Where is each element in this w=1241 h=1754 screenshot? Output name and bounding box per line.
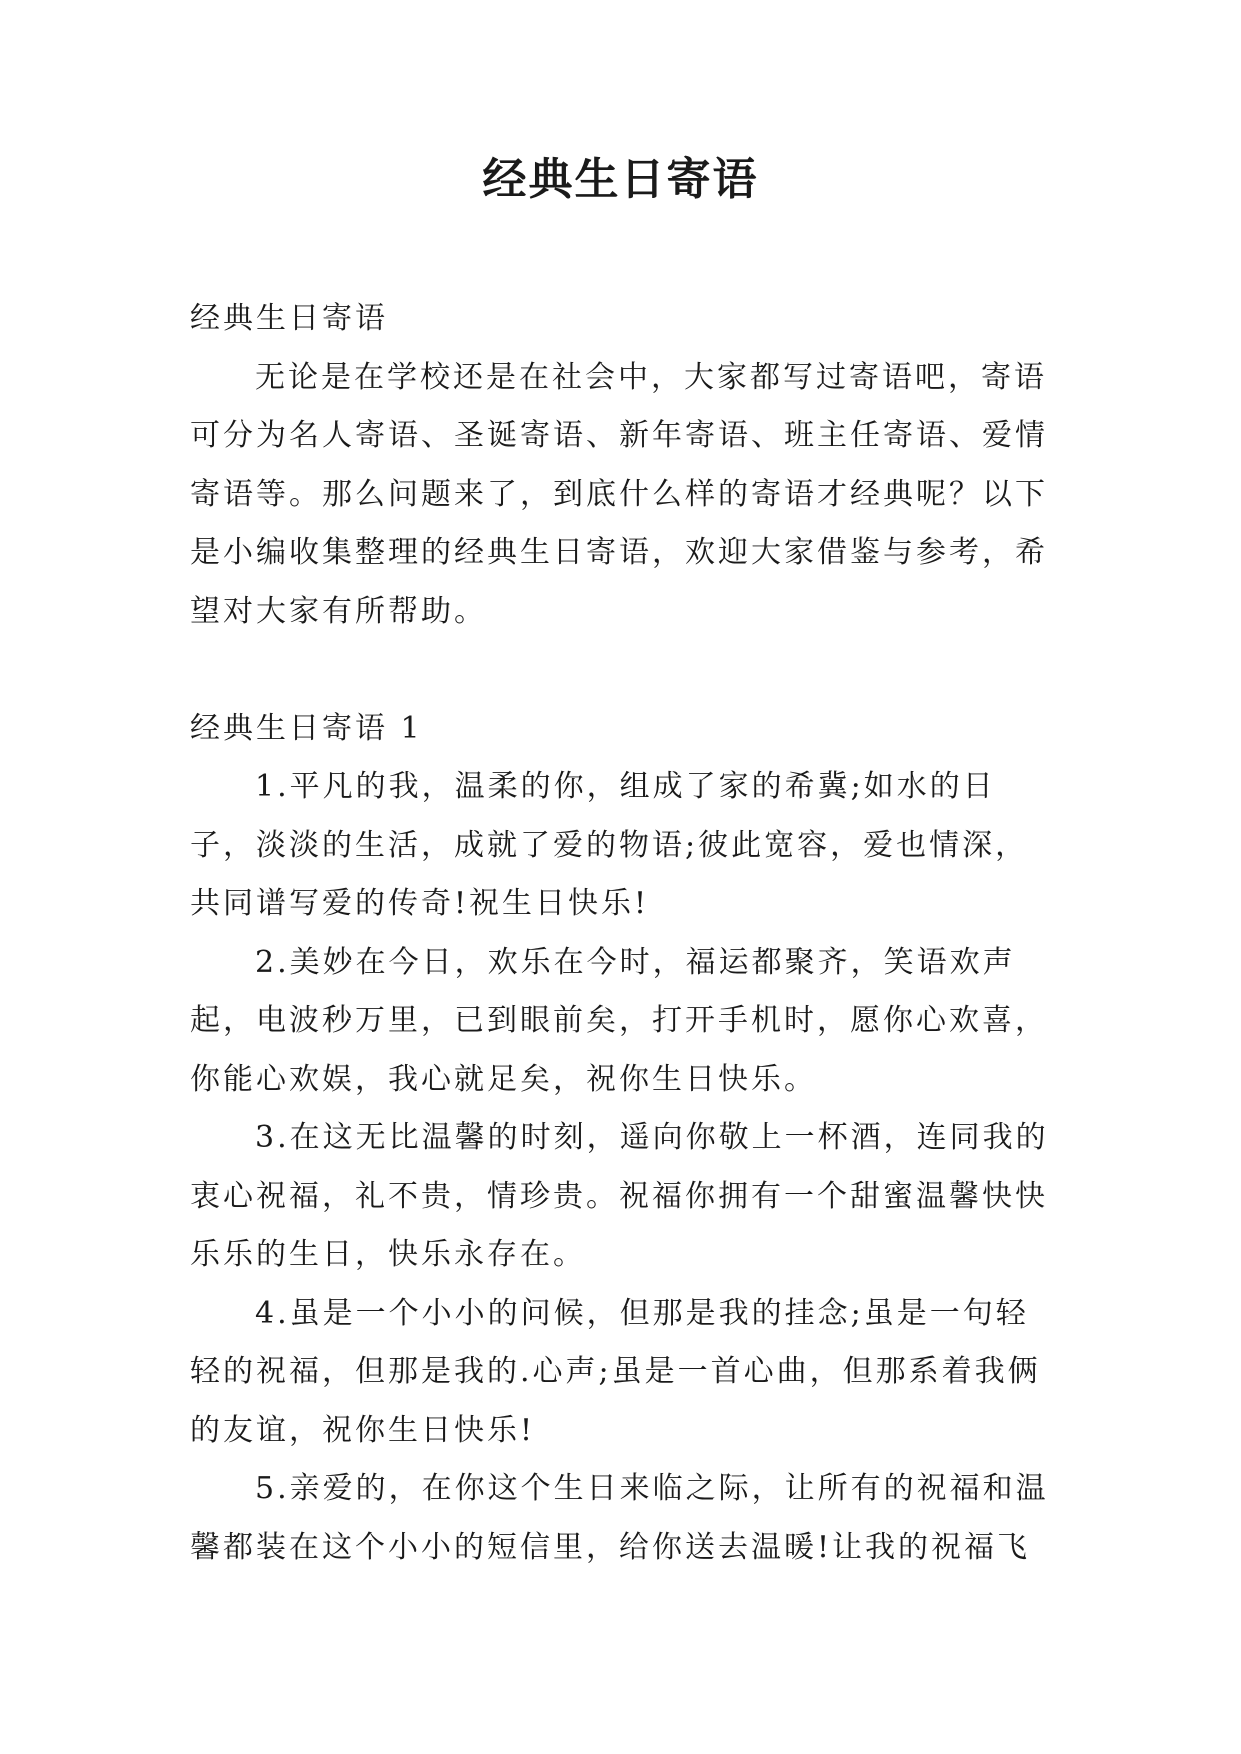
blessing-item-2: 2.美妙在今日，欢乐在今时，福运都聚齐，笑语欢声起，电波秒万里，已到眼前矣，打开手机时，愿你心欢喜，你能心欢娱，我心就足矣，祝你生日快乐。 — [190, 944, 1048, 1097]
document-title: 经典生日寄语 — [482, 154, 759, 205]
blessing-item-1: 1.平凡的我，温柔的你，组成了家的希冀;如水的日子，淡淡的生活，成就了爱的物语;彼此宽容，爱也情深，共同谱写爱的传奇!祝生日快乐! — [190, 769, 1029, 921]
blessing-item-4: 4.虽是一个小小的问候，但那是我的挂念;虽是一句轻轻的祝福，但那是我的.心声;虽是一首心曲，但那系着我俩的友谊，祝你生日快乐! — [190, 1295, 1041, 1448]
blessing-item-5: 5.亲爱的，在你这个生日来临之际，让所有的祝福和温馨都装在这个小小的短信里，给你送去温暖!让我的祝福飞 — [190, 1471, 1049, 1565]
intro-heading: 经典生日寄语 — [190, 301, 388, 336]
section-heading-1: 经典生日寄语 1 — [190, 710, 423, 746]
intro-paragraph: 无论是在学校还是在社会中，大家都写过寄语吧，寄语可分为名人寄语、圣诞寄语、新年寄语、班主任寄语、爱情寄语等。那么问题来了，到底什么样的寄语才经典呢？以下是小编收集整理的经典生日寄语，欢迎大家借鉴与参考，希望对大家有所帮助。 — [190, 359, 1048, 629]
section-spacer — [190, 641, 1050, 700]
document-body — [190, 290, 1050, 1577]
blessing-item-3: 3.在这无比温馨的时刻，遥向你敬上一杯酒，连同我的衷心祝福，礼不贵，情珍贵。祝福你拥有一个甜蜜温馨快快乐乐的生日，快乐永存在。 — [190, 1120, 1049, 1272]
